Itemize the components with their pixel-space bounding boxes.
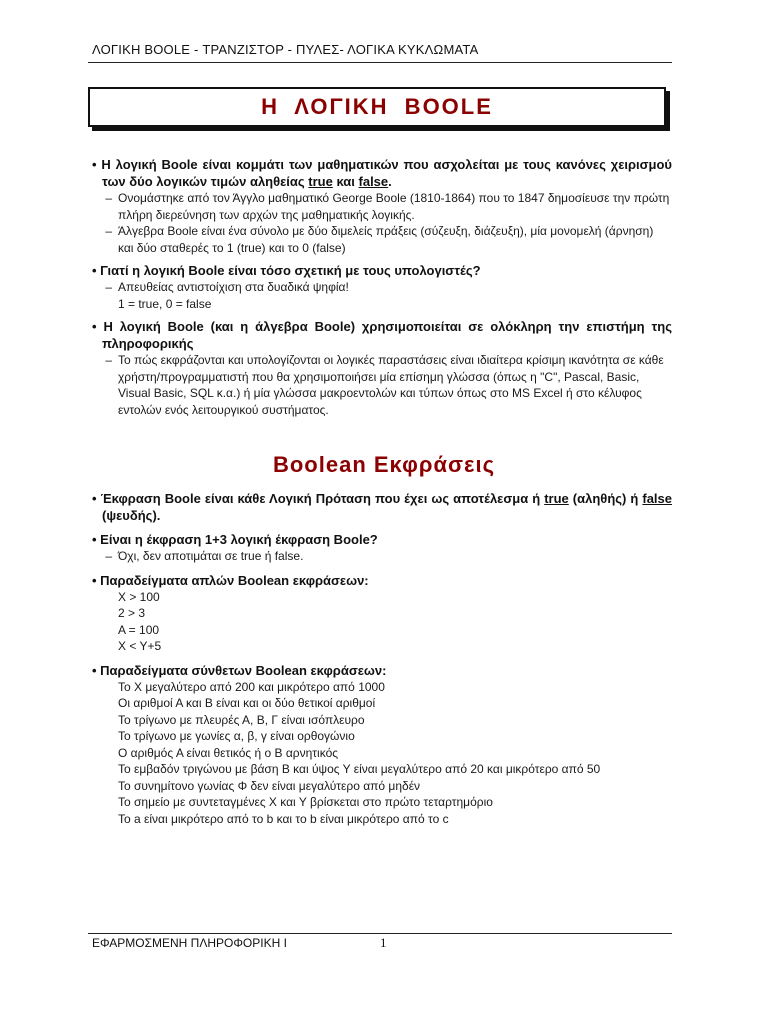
footer-course-name: ΕΦΑΡΜΟΣΜΕΝΗ ΠΛΗΡΟΦΟΡΙΚΗ Ι [92, 936, 287, 950]
compound-example: Οι αριθμοί Α και Β είναι και οι δύο θετικοί αριθμοί [118, 696, 376, 710]
compound-example: Το συνημίτονο γωνίας Φ δεν είναι μεγαλύτερο από μηδέν [118, 778, 421, 793]
bullet-why-computers: • Γιατί η λογική Boole είναι τόσο σχετική με τους υπολογιστές? [92, 263, 481, 278]
header-rule [88, 62, 672, 63]
compound-example: Το τρίγωνο με γωνίες α, β, γ είναι ορθογώνιο [118, 729, 355, 743]
bullet-boole-definition: • Η λογική Boole είναι κομμάτι των μαθηματικών που ασχολείται με τους κανόνες χειρισμού των δύο λογικών τιμών αληθείας true και false. [92, 157, 672, 189]
binary-values-line: 1 = true, 0 = false [118, 296, 212, 311]
section-boolean-expressions [92, 490, 672, 827]
section-logic-boole [92, 156, 672, 418]
keyword-true: true [308, 174, 333, 189]
keyword-true: true [544, 491, 569, 506]
compound-example: Ο αριθμός Α είναι θετικός ή ο Β αρνητικός [118, 745, 339, 760]
sub-bullet-answer-no: – Όχι, δεν αποτιμάται σε true ή false. [105, 549, 304, 563]
sub-bullet-boolean-algebra: – Άλγεβρα Boole είναι ένα σύνολο με δύο διμελείς πράξεις (σύζευξη, διάζευξη), μία μονομελή (άρνηση) και δύο σταθερές το 1 (true) και το 0 (false) [105, 224, 654, 255]
bullet-compound-examples: • Παραδείγματα σύνθετων Boolean εκφράσεων: [92, 662, 387, 678]
compound-example: Το Χ μεγαλύτερο από 200 και μικρότερο από 1000 [118, 679, 385, 694]
compound-example: Το εμβαδόν τριγώνου με βάση Β και ύψος Υ είναι μεγαλύτερο από 20 και μικρότερο από 50 [118, 762, 601, 776]
section-title-boolean-expressions: Boolean Εκφράσεις [272, 452, 496, 477]
bullet-question-1plus3: • Είναι η έκφραση 1+3 λογική έκφραση Boole? [92, 532, 378, 547]
keyword-false: false [642, 491, 673, 506]
compound-example: Το a είναι μικρότερο από το b και το b είναι μικρότερο από το c [118, 811, 449, 826]
keyword-false: false [358, 174, 389, 189]
compound-example: Το τρίγωνο με πλευρές Α, Β, Γ είναι ισόπλευρο [118, 712, 365, 727]
simple-example: 2 > 3 [118, 606, 146, 620]
sub-bullet-binary-mapping: – Απευθείας αντιστοίχιση στα δυαδικά ψηφία! [105, 280, 349, 294]
simple-example: X > 100 [118, 589, 160, 604]
running-header: ΛΟΓΙΚΗ BOOLE - ΤΡΑΝΖΙΣΤΟΡ - ΠΥΛΕΣ- ΛΟΓΙΚΑ ΚΥΚΛΩΜΑΤΑ [92, 42, 479, 57]
simple-example: X < Y+5 [118, 639, 162, 653]
bullet-used-in-informatics: • Η λογική Boole (και η άλγεβρα Boole) χρησιμοποιείται σε ολόκληρη την επιστήμη της πληροφορικής [92, 319, 672, 351]
bullet-simple-examples: • Παραδείγματα απλών Boolean εκφράσεων: [92, 572, 369, 588]
bullet-expression-definition: • Έκφραση Boole είναι κάθε Λογική Πρόταση που έχει ως αποτέλεσμα ή true (αληθής) ή false (ψευδής). [92, 491, 673, 523]
footer-rule [88, 933, 672, 934]
sub-bullet-george-boole: – Ονομάστηκε από τον Άγγλο μαθηματικό George Boole (1810-1864) που το 1847 δημοσίευσε την πρώτη πλήρη διερεύνηση των αρχών της μαθηματικής λογικής. [105, 191, 670, 222]
simple-example: A = 100 [118, 622, 160, 637]
compound-example: Το σημείο με συντεταγμένες Χ και Υ βρίσκεται στο πρώτο τεταρτημόριο [118, 795, 493, 809]
sub-bullet-expressions-importance: – Το πώς εκφράζονται και υπολογίζονται οι λογικές παραστάσεις είναι ιδιαίτερα κρίσιμη ικανότητα σε κάθε χρήστη/προγραμματιστή που θα χρησιμοποιήσει μία επίσημη γλώσσα (όπως η "C", Pascal, Basic, Visual Basic, SQL κ.α.) ή μία γλώσσα μακροεντολών και τύπων όπως στο MS Excel ή στο κέλυφος εντολών ενός λειτουργικού συστήματος. [105, 353, 664, 417]
page-title: Η ΛΟΓΙΚΗ BOOLE [261, 94, 493, 119]
title-box [88, 87, 666, 127]
page-number: 1 [380, 935, 387, 950]
